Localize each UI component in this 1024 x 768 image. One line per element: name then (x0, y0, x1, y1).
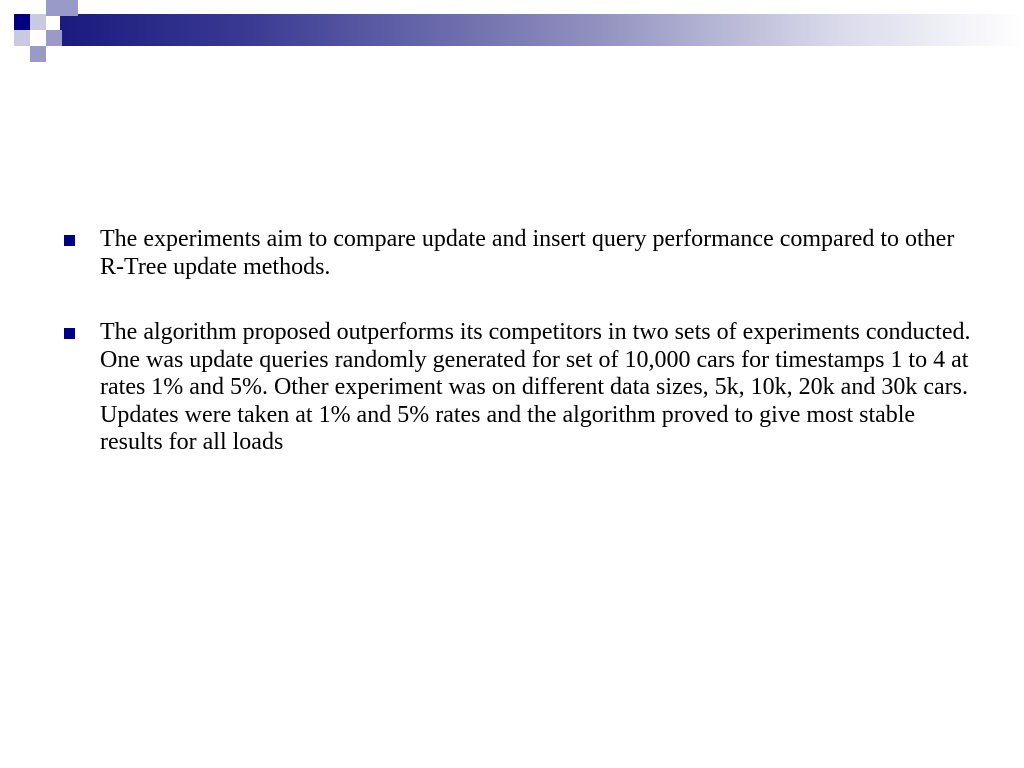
bullet-text: The algorithm proposed outperforms its competitors in two sets of experiments conducted. One was update queries randomly generated for set of 10,000 cars for timestamps 1 to 4 at rates 1% and 5%. Other experiment was on different data sizes, 5k, 10k, 20k and 30k cars. Updates were taken at 1% and 5% rates and the algorithm proved to give most stable results for all loads (100, 319, 971, 455)
bullet-text: The experiments aim to compare update and insert query performance compared to other R-Tree update methods. (100, 226, 955, 280)
square-bullet-icon (64, 328, 75, 339)
square-bullet-icon (64, 235, 75, 246)
decor-square (14, 14, 30, 30)
decor-square (14, 30, 30, 46)
decor-square (30, 14, 46, 30)
decor-square (30, 46, 46, 62)
header-gradient-bar (60, 14, 1024, 46)
bullet-list (62, 226, 972, 457)
bullet-item (62, 226, 972, 281)
decor-square (46, 0, 62, 16)
header-decoration (0, 0, 1024, 62)
slide-body (62, 226, 972, 495)
bullet-item (62, 319, 972, 457)
decor-square (46, 30, 62, 46)
decor-square (62, 0, 78, 16)
